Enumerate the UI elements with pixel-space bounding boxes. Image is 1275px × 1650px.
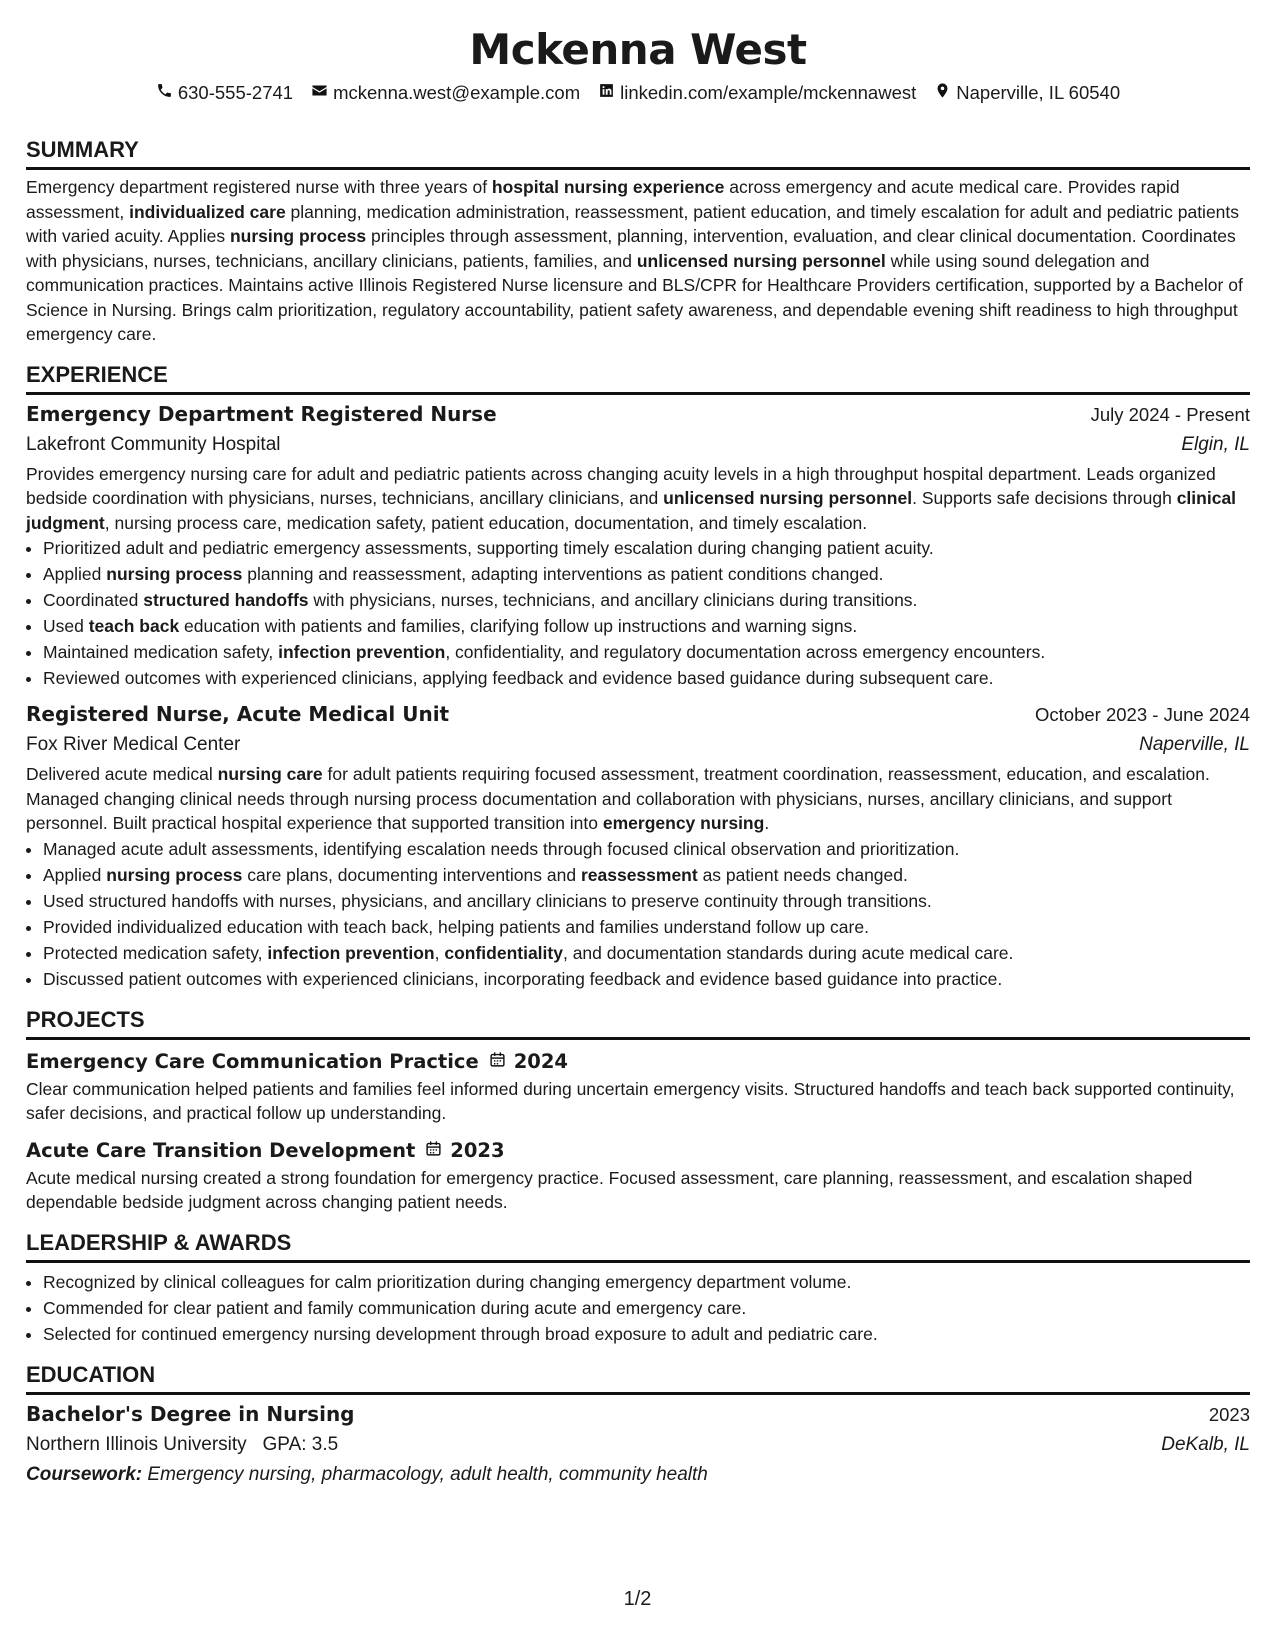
emphasis-text: clinical judgment — [26, 488, 1237, 533]
emphasis-text: unlicensed nursing personnel — [663, 488, 913, 508]
coursework-text: Emergency nursing, pharmacology, adult health, community health — [147, 1463, 708, 1485]
phone-icon — [156, 80, 173, 106]
project-entry — [26, 1136, 1250, 1215]
section-title-projects: PROJECTS — [26, 1006, 1250, 1040]
emphasis-text: reassessment — [580, 864, 698, 885]
linkedin-text: linkedin.com/example/mckennawest — [620, 82, 917, 103]
education-section — [26, 1361, 1250, 1490]
candidate-name: Mckenna West — [469, 25, 807, 74]
list-item: • Protected medication safety, infection prevention, confidentiality, and documentation standards during acute medical care. — [43, 940, 1250, 966]
section-title-education: EDUCATION — [26, 1361, 1250, 1395]
section-title-leadership: LEADERSHIP & AWARDS — [26, 1229, 1250, 1263]
emphasis-text: unlicensed nursing personnel — [636, 250, 886, 271]
leadership-section — [26, 1229, 1250, 1347]
project-year — [489, 1050, 568, 1073]
list-item: • Commended for clear patient and family communication during acute and emergency care. — [43, 1295, 1250, 1321]
list-item: • Used structured handoffs with nurses, physicians, and ancillary clinicians to preserve continuity through transitions. — [43, 888, 1250, 914]
school-location: DeKalb, IL — [1161, 1433, 1250, 1455]
emphasis-text: nursing process — [229, 226, 367, 246]
school-info — [26, 1430, 338, 1460]
gpa: GPA: 3.5 — [262, 1433, 339, 1455]
emphasis-text: nursing process — [106, 564, 243, 584]
job-dates: July 2024 - Present — [1090, 403, 1250, 425]
job-dates: October 2023 - June 2024 — [1035, 704, 1250, 725]
emphasis-text: emergency nursing — [602, 813, 765, 833]
list-item: • Reviewed outcomes with experienced clinicians, applying feedback and evidence based guidance during subsequent care. — [43, 665, 1250, 691]
project-description: Acute medical nursing created a strong foundation for emergency practice. Focused assessment, care planning, reassessment, and escalation shaped dependable bedside judgment across changing patient needs. — [26, 1167, 1193, 1212]
job-location: Naperville, IL — [1139, 734, 1250, 755]
emphasis-text: nursing process — [106, 864, 243, 885]
contact-bar — [26, 80, 1250, 106]
list-item: • Prioritized adult and pediatric emergency assessments, supporting timely escalation during changing patient acuity. — [43, 535, 1250, 561]
coursework-label: Coursework: — [26, 1463, 143, 1485]
list-item: • Recognized by clinical colleagues for calm prioritization during changing emergency department volume. — [43, 1269, 1250, 1295]
project-title: Acute Care Transition Development — [26, 1138, 416, 1162]
emphasis-text: confidentiality — [444, 942, 563, 963]
summary-text: Emergency department registered nurse with three years of hospital nursing experience across emergency and acute medical care. Provides rapid assessment, individualized care planning, medication administration, reassessment, patient education, and timely escalation for adult and pediatric patients with varied acuity. Applies nursing process principles through assessment, planning, intervention, evaluation, and clear clinical documentation. Coordinates with physicians, nurses, technicians, ancillary clinicians, patients, families, and unlicensed nursing personnel while using sound delegation and communication practices. Maintains active Illinois Registered Nurse licensure and BLS/CPR for Healthcare Providers certification, supported by a Bachelor of Science in Nursing. Brings calm prioritization, regulatory accountability, patient safety awareness, and dependable evening shift readiness to high throughput emergency care. — [26, 177, 1243, 344]
experience-section — [26, 361, 1250, 992]
emphasis-text: hospital nursing experience — [491, 177, 725, 197]
emphasis-text: infection prevention — [267, 942, 435, 963]
job-organization: Fox River Medical Center — [26, 734, 241, 755]
page-number: 1/2 — [623, 1588, 652, 1610]
contact-location — [934, 80, 1120, 106]
job-organization: Lakefront Community Hospital — [26, 433, 281, 455]
section-title-experience: EXPERIENCE — [26, 361, 1250, 395]
contact-linkedin[interactable] — [598, 80, 916, 106]
job-description: Provides emergency nursing care for adult and pediatric patients across changing acuity levels in a high throughput hospital department. Leads organized bedside coordination with physicians, nurses, technicians, ancillary clinicians, and unlicensed nursing personnel. Supports safe decisions through clinical judgment, nursing process care, medication safety, patient education, documentation, and timely escalation. — [26, 463, 1237, 533]
calendar-icon — [489, 1050, 506, 1073]
resume-page — [26, 0, 1250, 1490]
list-item: • Provided individualized education with teach back, helping patients and families understand follow up care. — [43, 914, 1250, 940]
email-text: mckenna.west@example.com — [333, 82, 581, 103]
project-year-text: 2024 — [513, 1050, 568, 1073]
emphasis-text: individualized care — [129, 201, 286, 222]
contact-email[interactable] — [311, 80, 580, 106]
job-bullets — [26, 535, 1250, 691]
phone-text: 630-555-2741 — [177, 82, 294, 103]
emphasis-text: nursing care — [217, 764, 323, 784]
job-bullets — [26, 836, 1250, 992]
job-description: Delivered acute medical nursing care for adult patients requiring focused assessment, treatment coordination, reassessment, education, and escalation. Managed changing clinical needs through nursing process documentation and collaboration with physicians, nurses, ancillary clinicians, and support personnel. Built practical hospital experience that supported transition into emergency nursing. — [26, 764, 1210, 833]
list-item: • Discussed patient outcomes with experienced clinicians, incorporating feedback and evidence based guidance into practice. — [43, 966, 1250, 992]
emphasis-text: infection prevention — [278, 642, 446, 662]
projects-section — [26, 1006, 1250, 1215]
emphasis-text: teach back — [88, 616, 180, 636]
list-item: • Selected for continued emergency nursing development through broad exposure to adult and pediatric care. — [43, 1321, 1250, 1347]
project-description: Clear communication helped patients and families feel informed during uncertain emergency visits. Structured handoffs and teach back supported continuity, safer decisions, and practical follow up understanding. — [26, 1078, 1235, 1123]
project-entry — [26, 1047, 1250, 1126]
list-item: • Maintained medication safety, infection prevention, confidentiality, and regulatory documentation across emergency encounters. — [43, 639, 1250, 665]
section-title-summary: SUMMARY — [26, 136, 1250, 170]
location-text: Naperville, IL 60540 — [956, 82, 1121, 103]
project-year — [425, 1139, 504, 1162]
summary-section — [26, 136, 1250, 347]
job-entry — [26, 399, 1250, 692]
graduation-year: 2023 — [1208, 1403, 1250, 1425]
degree-title: Bachelor's Degree in Nursing — [26, 1401, 355, 1426]
job-title: Emergency Department Registered Nurse — [26, 401, 497, 426]
list-item: • Applied nursing process care plans, documenting interventions and reassessment as patient needs changed. — [43, 862, 1250, 888]
linkedin-icon — [598, 80, 615, 106]
emphasis-text: structured handoffs — [143, 590, 309, 610]
list-item: • Coordinated structured handoffs with physicians, nurses, technicians, and ancillary clinicians during transitions. — [43, 587, 1250, 613]
coursework — [26, 1460, 1250, 1490]
job-title: Registered Nurse, Acute Medical Unit — [26, 702, 450, 726]
list-item: • Managed acute adult assessments, identifying escalation needs through focused clinical observation and prioritization. — [43, 836, 1250, 862]
list-item: • Used teach back education with patients and families, clarifying follow up instructions and warning signs. — [43, 613, 1250, 639]
school-name: Northern Illinois University — [26, 1433, 247, 1455]
calendar-icon — [425, 1139, 442, 1162]
contact-phone[interactable] — [156, 80, 293, 106]
job-location: Elgin, IL — [1181, 433, 1250, 455]
envelope-icon — [311, 80, 328, 106]
leadership-bullets — [26, 1269, 1250, 1347]
project-year-text: 2023 — [450, 1139, 505, 1162]
map-pin-icon — [934, 80, 951, 106]
job-entry — [26, 699, 1250, 992]
project-title: Emergency Care Communication Practice — [26, 1049, 479, 1073]
list-item: • Applied nursing process planning and reassessment, adapting interventions as patient conditions changed. — [43, 561, 1250, 587]
